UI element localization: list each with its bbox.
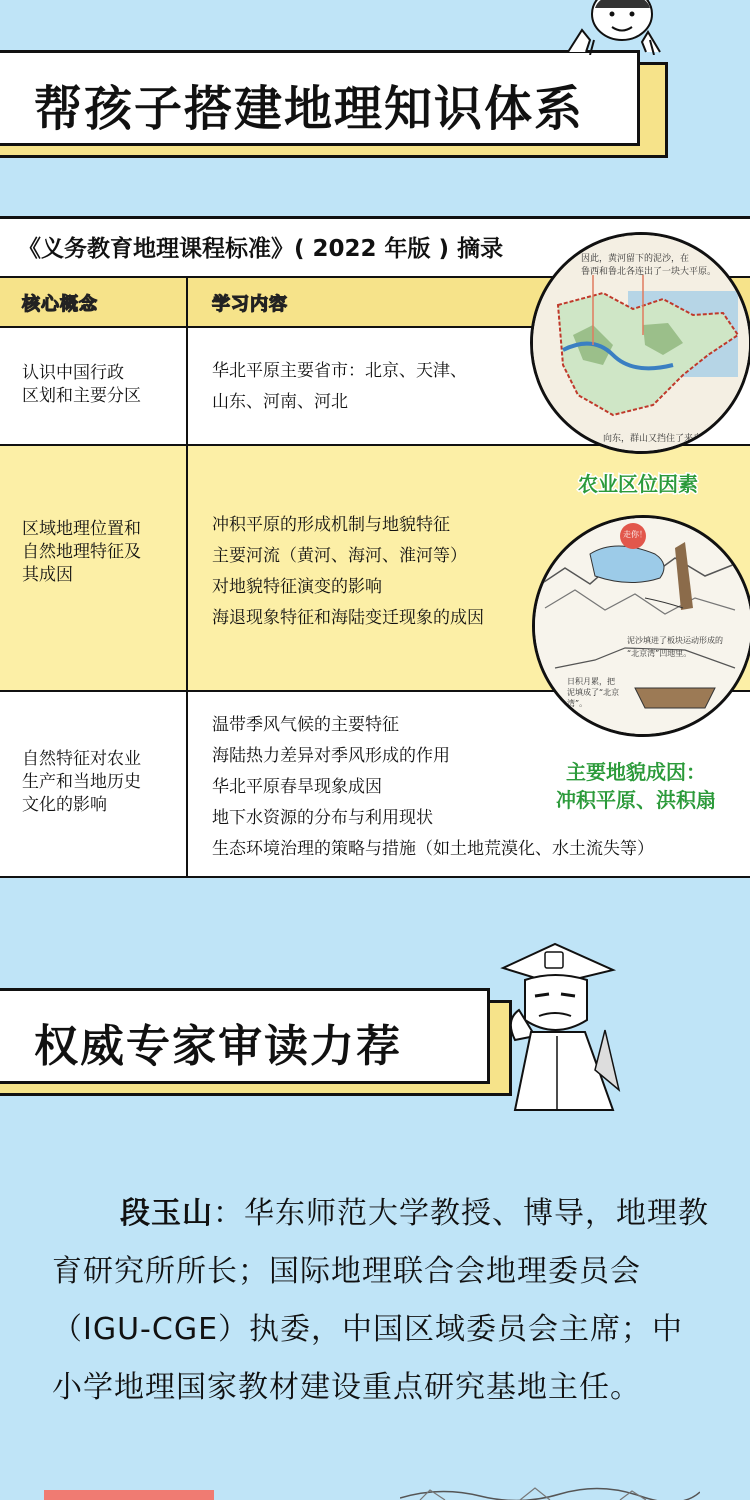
content-line: 地下水资源的分布与利用现状 (212, 808, 433, 828)
concept-line: 认识中国行政 (22, 363, 124, 383)
row-content (212, 356, 467, 418)
map-note-bottom: 向东，群山又挡住了来自海洋的丰沛 (603, 434, 748, 444)
content-line: 冲积平原的形成机制与地貌特征 (212, 515, 450, 535)
map-illustration (530, 232, 750, 454)
header-concept: 核心概念 (22, 294, 98, 315)
landform-note-left: 日积月累，把 泥填成了“北京 湾”。 (567, 677, 620, 708)
concept-line: 其成因 (22, 565, 73, 585)
concept-line: 文化的影响 (22, 795, 107, 815)
caption-line: 主要地貌成因： (566, 760, 706, 784)
column-divider (186, 278, 188, 326)
content-line: 海陆热力差异对季风形成的作用 (212, 746, 450, 766)
expert-description: ：华东师范大学教授、博导，地理教育研究所所长；国际地理联合会地理委员会（IGU-CGE）执委，中国区域委员会主席；中小学地理国家教材建设重点研究基地主任。 (52, 1196, 709, 1405)
landform-illustration (532, 515, 750, 737)
cartoon-man-icon (560, 0, 670, 55)
landform-note-right: 泥沙填进了板块运动形成的 “北京湾”凹地里。 (627, 636, 723, 658)
bottom-red-strip (44, 1490, 214, 1500)
banner-title-top: 帮孩子搭建地理知识体系 (34, 81, 585, 137)
expert-bio (52, 1185, 712, 1417)
cartoon-scholar-icon (495, 940, 625, 1120)
row-content (212, 510, 484, 634)
row-concept (22, 748, 141, 817)
content-line: 温带季风气候的主要特征 (212, 715, 399, 735)
expert-name: 段玉山 (120, 1196, 213, 1231)
content-line: 生态环境治理的策略与措施（如土地荒漠化、水土流失等） (212, 839, 654, 859)
concept-line: 区划和主要分区 (22, 386, 141, 406)
header-content: 学习内容 (212, 294, 288, 315)
row-concept (22, 518, 141, 587)
concept-line: 生产和当地历史 (22, 772, 141, 792)
content-line: 山东、河南、河北 (212, 392, 348, 412)
caption-agri-factors: 农业区位因素 (578, 472, 698, 496)
concept-line: 自然地理特征及 (22, 542, 141, 562)
map-note-top: 因此，黄河留下的泥沙，在 鲁西和鲁北各连出了一块大平原。 (581, 254, 717, 277)
column-divider (186, 328, 188, 444)
content-line: 主要河流（黄河、海河、淮河等） (212, 546, 467, 566)
caption-line: 冲积平原、洪积扇 (556, 788, 716, 812)
content-line: 华北平原主要省市：北京、天津、 (212, 361, 467, 381)
column-divider (186, 692, 188, 876)
row-concept (22, 362, 141, 408)
concept-line: 区域地理位置和 (22, 519, 141, 539)
caption-landform-causes (556, 758, 716, 814)
bottom-sketch-icon (400, 1486, 700, 1500)
content-line: 对地貌特征演变的影响 (212, 577, 382, 597)
concept-line: 自然特征对农业 (22, 749, 141, 769)
content-line: 华北平原春旱现象成因 (212, 777, 382, 797)
banner-title-bottom: 权威专家审读力荐 (34, 1021, 402, 1072)
landform-bubble: 走你！ (623, 530, 647, 539)
column-divider (186, 446, 188, 690)
content-line: 海退现象特征和海陆变迁现象的成因 (212, 608, 484, 628)
standard-title: 《义务教育地理课程标准》( 2022 年版 ) 摘录 (18, 236, 504, 262)
